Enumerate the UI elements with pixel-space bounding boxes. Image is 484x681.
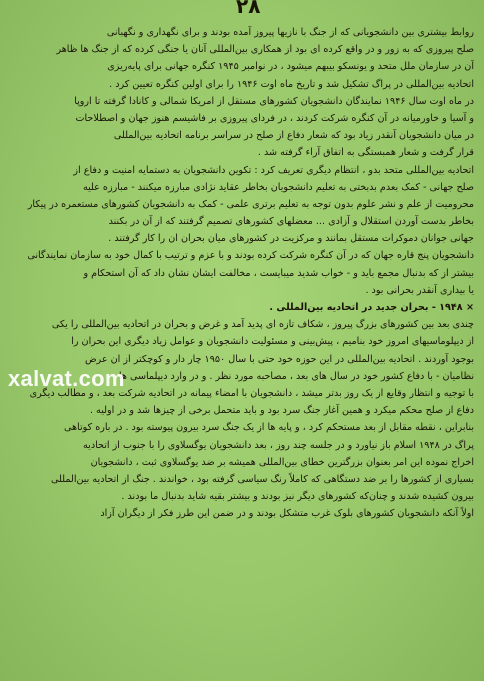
text-line: جهانی جوانان دموکرات مستقل بمانند و مرکزیت در کشورهای میان بحران ان را کار گرفتند . [108, 233, 474, 245]
text-line: دفاع از صلح محکم میکرد و همین آغاز جنگ سرد بود و باید متحمل برخی از چیزها شد و در اولیه . [89, 405, 474, 417]
page-number: ۲۸ [236, 0, 261, 18]
text-line: اتحادیه بین‌المللی در پراگ تشکیل شد و تاریخ ماه اوت ۱۹۴۶ را برای اولین کنگره تعیین کرد . [109, 78, 474, 90]
body-text [12, 24, 474, 677]
paragraph-1 [12, 24, 474, 162]
text-line: صلح پیروزی که به زور و در واقع کرده ای بود از همکاری بین‌المللی آنان یا جنگی کرده که از جنگ ها ظاهر [56, 44, 474, 56]
text-line: با توجیه و انتظار وقایع از یک روز بدتر میشد ، دانشجویان با امضاء پیمانه در اتحادیه شرکت بعد ، و مطالب دیگری [29, 387, 474, 399]
text-line: یا بیداری آنقدر بحرانی بود . [365, 284, 474, 296]
text-line: بسیاری از کشورها را بر ضد دستگاهی که کاملاً رنگ سیاسی گرفته بود ، خواندند . جنگ از اتحادیه بین‌المللی [51, 473, 474, 485]
text-line: صلح جهانی - کمک بعدم بدبختی به تعلیم دانشجویان بخاطر عقاید نژادی مبارزه میکنند - مبارزه علیه [82, 181, 474, 193]
text-line: بخاطر بدست آوردن استقلال و آزادی ... معضلهای کشورهای تصمیم گرفتند که از آن در بکنند [108, 216, 474, 228]
text-line: روابط بیشتری بین دانشجویانی که از جنگ با نازیها پیروز آمده بودند و برای نگهداری و نگهبانی [106, 27, 474, 38]
text-line: در میان دانشجویان آنقدر زیاد بود که شعار دفاع از صلح در سراسر برنامه اتحادیه بین‌المللی [113, 130, 474, 142]
text-line: بیرون کشیده شدند و چنان‌که کشورهای دیگر نیز بودند و بیشتر بقیه شاید بدنبال ما بودند . [121, 491, 474, 503]
text-line: بیشتر از که بدنبال مجمع باید و - خواب شدید میبایست ، مخالفت ایشان نشان داد که آن استحکام و [83, 267, 474, 279]
paragraph-3 [12, 316, 474, 522]
text-line: از دیپلوماسیهای امروز خود بنامیم ، پیش‌بینی و مسئولیت دانشجویان و عوامل زیاد دیگری این بحران را [71, 336, 474, 348]
text-line: قرار گرفت و شعار همبستگی به اتفاق آراء گرفته شد . [257, 147, 474, 159]
text-line: چندی بعد بین کشورهای بزرگ پیروز ، شکاف تازه ای پدید آمد و غرض و بحران در اتحادیه بین‌المللی را یکی [51, 319, 474, 331]
paragraph-2 [12, 162, 474, 300]
site-watermark: xalvat.com [8, 366, 125, 391]
text-line: بوجود آوردند . اتحادیه بین‌المللی در این حوزه خود حتی با سال ۱۹۵۰ چار دار و کوچکتر از ان عرض [84, 353, 474, 365]
text-line: محرومیت از علم و نشر علوم بدون توجه به تعلیم برتری علمی - کمک به دانشجویان کشورهای مستعمره در پیکار [27, 198, 474, 210]
text-line: اتحادیه بین‌المللی متحد بدو ، انتظام دیگری تعریف کرد : تکوین دانشجویان به دستمایه امنیت و دفاع از [73, 164, 474, 176]
text-line: در ماه اوت سال ۱۹۴۶ نمایندگان دانشجویان کشورهای مستقل از امریکا شمالی و کانادا گرفته تا اروپا [74, 95, 474, 107]
text-line: پراگ در ۱۹۴۸ اسلام باز نیاورد و در جلسه چند روز ، بعد دانشجویان یوگسلاوی را با جنوب از اتحادیه [83, 439, 474, 451]
section-heading: × ۱۹۴۸ - بحران جدید در اتحادیه بین‌المللی . [269, 302, 474, 313]
text-line: بنابراین ، نقطه مقابل از بعد مستحکم کرد ، و پایه ها از یک جنگ سرد بیرون پیوسته بود . در باره کوتاهی [63, 422, 474, 434]
text-line: آن در سازمان ملل متحد و یونسکو بیبهم میشود ، در نوامبر ۱۹۴۵ کنگره جهانی برای پایه‌ریزی [107, 61, 474, 73]
text-line: نظامیان - با دفاع کشور خود در سال های بعد ، مصاحبه مورد نظر . و در وارد دیپلماسی ها [118, 370, 474, 382]
text-line: دانشجویان پنج قاره جهان که در آن کنگره شرکت کرده بودند و با عزم و ترتیب با کمال خود به سازمان نمایندگانی [27, 250, 474, 262]
text-line: و آسیا و خاورمیانه در آن کنگره شرکت کردند ، در فردای پیروزی بر فاشیسم هنوز جهان و اصطلاحات [75, 112, 474, 124]
text-line: اخراج نموده این امر بعنوان بزرگترین خطای بین‌المللی همیشه بر ضد یوگسلاوی ثبت ، دانشجویان [90, 456, 474, 468]
text-line: اولاً آنکه دانشجویان کشورهای بلوک غرب متشکل بودند و در ضمن این طرز فکر از دیگران آزاد [100, 508, 474, 520]
